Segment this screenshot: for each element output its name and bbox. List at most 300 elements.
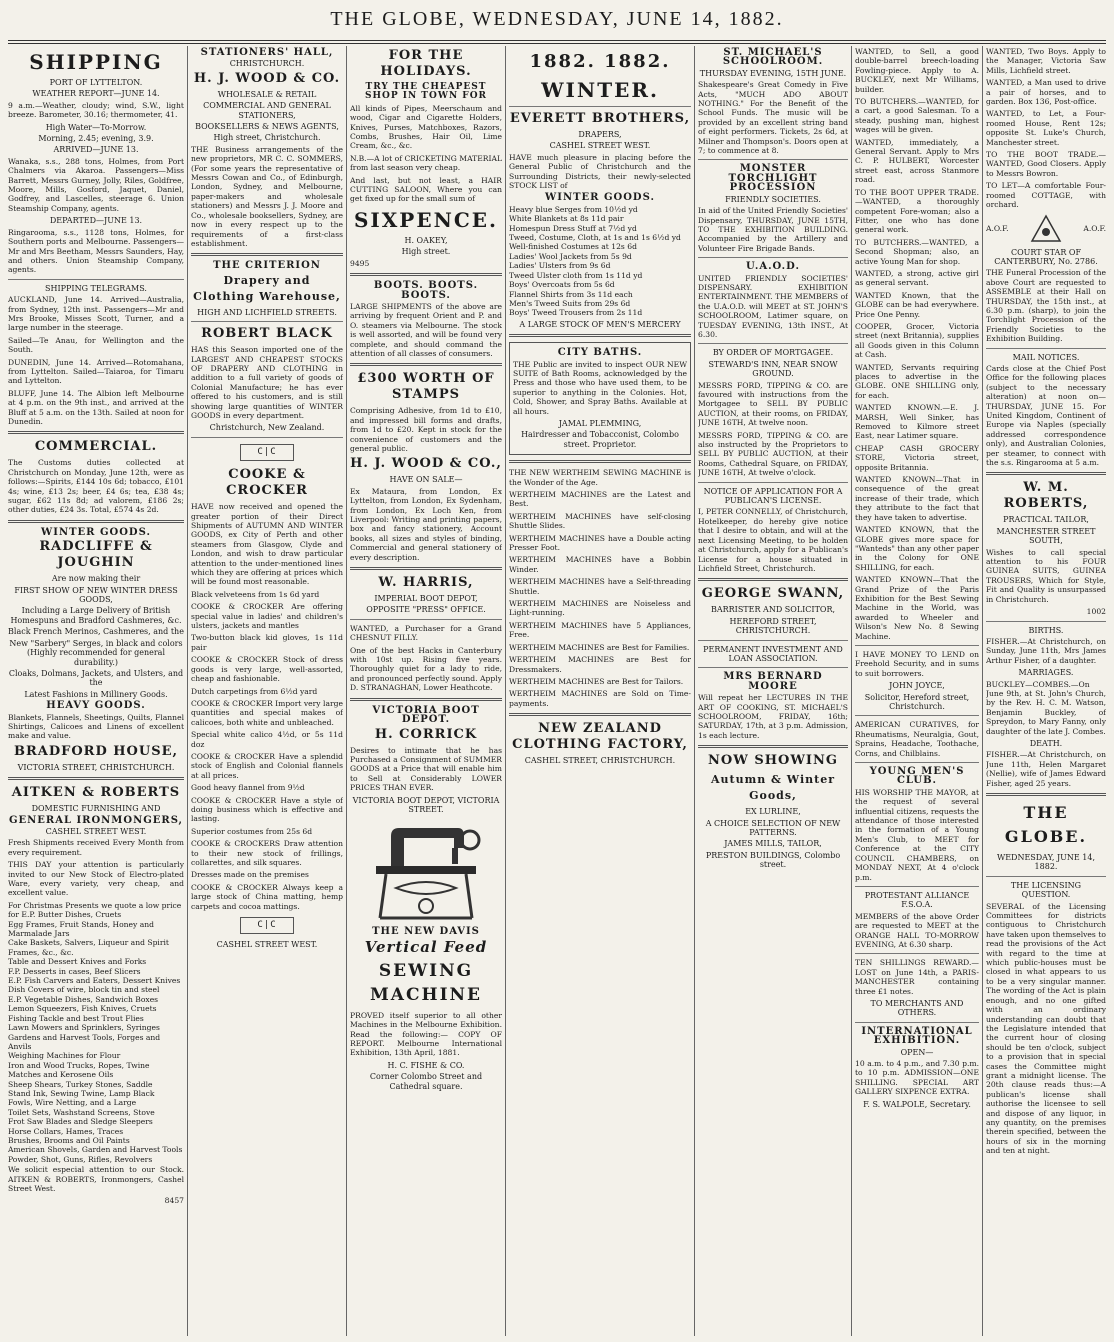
year-heading: 1882. 1882. <box>529 51 671 72</box>
money-address: Solicitor, Hereford street, Christchurch. <box>864 692 970 711</box>
divider <box>855 715 979 716</box>
try-heading: TRY THE CHEAPEST SHOP IN TOWN FOR <box>364 82 488 102</box>
radcliffe-line: Are now making their <box>51 574 141 584</box>
emblem-icon <box>1029 214 1063 244</box>
wertheim-line: WERTHEIM MACHINES have self-closing Shuttle Slides. <box>509 511 691 531</box>
aitken-item: American Shovels, Garden and Harvest Tools <box>8 1145 183 1155</box>
boots-heading: BOOTS. BOOTS. BOOTS. <box>373 280 479 301</box>
aitken-item: Toilet Sets, Washstand Screens, Stove <box>8 1107 155 1117</box>
wanted-ad: WANTED, to Let, a Four-roomed House, Rent 12s; opposite St. Luke's Church, Manchester street. <box>986 109 1106 147</box>
divider <box>698 640 848 641</box>
column-5 <box>698 46 848 1336</box>
wanted-ad: CHEAP CASH GROCERY STORE, Victoria street, opposite Britannia. <box>855 443 979 472</box>
sewing-machine-text: PROVED itself superior to all other Machines in the Melbourne Exhibition. Read the following:— COPY OF REPORT. Melbourne International Exhibition, 13th April, 1881. <box>350 1010 502 1058</box>
procession-text: In aid of the United Friendly Societies' Dispensary, THURSDAY, JUNE 15TH, TO THE EXHIBITION BUILDING. Accompanied by the Artillery and Volunteer Fire Brigade Bands. <box>698 206 848 253</box>
cooke-item: COOKE & CROCKER Import very large quantities and special makes of calicoes, both white and unbleached. <box>191 698 343 727</box>
radcliffe-line: Including a Large Delivery of British Homespuns and Bradford Cashmeres, &c. <box>10 606 182 625</box>
newspaper-page <box>8 46 1106 1336</box>
telegram-item: AUCKLAND, June 14. Arrived—Australia, from Sydney, 12th inst. Passengers—Mr and Mrs Brooke, Misses Scott, Turner, and a large number in the steerage. <box>8 295 184 333</box>
stamps-text: Comprising Adhesive, from 1d to £10, and impressed bill forms and drafts, from 1d to £20. Kept in stock for the convenience of customers and the general public. <box>350 406 502 453</box>
walpole-name: F. S. WALPOLE, Secretary. <box>863 1099 971 1109</box>
licensing-text: SEVERAL of the Licensing Committees for districts contiguous to Christchurch have taken upon themselves to read the provisions of the Act with regard to the time at which public-houses must be closed in what appears to us to be a very singular manner. The wording of the Act is plain enough, and no one gifted with an ordinary understanding can doubt that the Legislature intended that the current hour of closing should be ten o'clock, subject to a provision that in special cases the Committee might grant a midnight license. The 20th clause reads thus:—A publican's license shall authorise the licensee to sell and dispose of any liquor, in any quantity, on the premises therein specified, between the hours of six in the morning and ten at night. <box>986 901 1106 1156</box>
uaod-heading: U.A.O.D. <box>746 261 800 273</box>
telegram-item: DUNEDIN, June 14. Arrived—Rotomahana, from Lyttelton. Sailed—Taiaroa, for Timaru and Lyttelton. <box>8 357 184 386</box>
moore-heading: MRS BERNARD MOORE <box>723 671 823 692</box>
uaod-text: UNITED FRIENDLY SOCIETIES' DISPENSARY. EXHIBITION ENTERTAINMENT. THE MEMBERS of the U.A.O.D. will MEET at ST. JOHN'S SCHOOLROOM, Latimer square, on TUESDAY EVENING, 13th INST., At 6.30. <box>698 273 848 339</box>
jamal-text: Hairdresser and Tobacconist, Colombo street. Proprietor. <box>521 430 679 449</box>
stamps-heading: £300 WORTH OF STAMPS <box>357 371 495 403</box>
divider <box>698 257 848 258</box>
woodco-sub: BOOKSELLERS & NEWS AGENTS, <box>195 122 339 132</box>
ford-text: MESSRS FORD, TIPPING & CO. are favoured with instructions from the Mortgagee to SELL BY PUBLIC AUCTION, at their rooms, on FRIDAY, JUNE 16TH, At twelve noon. <box>698 380 848 428</box>
mills-address: PRESTON BUILDINGS, Colombo street. <box>705 850 841 870</box>
criterion-sub: Drapery and Clothing Warehouse, <box>193 273 341 303</box>
corrick-address: VICTORIA BOOT DEPOT, VICTORIA STREET. <box>352 795 500 814</box>
city-baths-box <box>509 342 691 455</box>
aitken-item: Brushes, Brooms and Oil Paints <box>8 1135 130 1145</box>
cooke-item: Black velveteens from 1s 6d yard <box>191 589 320 599</box>
divider <box>350 363 502 366</box>
arrived-heading: ARRIVED—JUNE 13. <box>53 145 139 155</box>
arrived-text: Wanaka, s.s., 288 tons, Holmes, from Port Chalmers via Akaroa. Passengers—Miss Barrett, Messrs Gurney, Jolly, Riles, Goldfree, Moore, Mills, Gosford, Jaquet, Daniel, Godfrey, and Lascelles, steerage 6. Union Steamship Company, agents. <box>8 156 184 213</box>
divider <box>698 343 848 344</box>
divider <box>350 698 502 701</box>
births-heading: BIRTHS. <box>1028 625 1064 635</box>
cricketing-text: N.B.—A lot of CRICKETING MATERIAL from last season very cheap. <box>350 153 502 173</box>
swann-sub: BARRISTER AND SOLICITOR, <box>710 605 836 615</box>
aitken-item: Sheep Shears, Turkey Stones, Saddle <box>8 1079 153 1089</box>
notice-heading: NOTICE OF APPLICATION FOR A PUBLICAN'S LICENSE. <box>703 486 843 506</box>
divider <box>191 437 343 438</box>
column-divider <box>187 46 188 1336</box>
weather-line: High Water—To-Morrow. <box>45 122 147 132</box>
divider <box>350 619 502 620</box>
heavy-goods-heading: HEAVY GOODS. <box>46 700 146 712</box>
oakey-name: H. OAKEY, <box>404 235 448 245</box>
wanted-ad: WANTED KNOWN—That in consequence of the great increase of their trade, which they attribute to the fact that they have taken to advertise. <box>855 475 979 522</box>
aitken-item: Fowls, Wire Netting, and a Large <box>8 1098 137 1108</box>
death-text: FISHER.—At Christchurch, on June 11th, Helen Margaret (Nellie), wife of James Edward Fisher, aged 25 years. <box>986 750 1106 788</box>
divider <box>855 953 979 954</box>
births-text: FISHER.—At Christchurch, on Sunday, June 11th, Mrs James Arthur Fisher, of a daughter. <box>986 636 1106 665</box>
masthead: THE GLOBE, WEDNESDAY, JUNE 14, 1882. <box>330 8 784 30</box>
commercial-heading: COMMERCIAL. <box>34 439 158 455</box>
woodco2-sub: HAVE ON SALE— <box>389 475 463 485</box>
winter-heading: WINTER. <box>541 78 659 102</box>
drapers-label: DRAPERS, <box>578 130 622 139</box>
cooke-item: COOKE & CROCKERS Draw attention to their new stock of frillings, collarettes, and silk squares. <box>191 839 343 867</box>
wertheim-line: WERTHEIM MACHINES are the Latest and Best. <box>509 490 691 509</box>
divider <box>698 667 848 668</box>
wanted-ad: WANTED, a strong, active girl as general servant. <box>855 268 979 288</box>
wanted-ad: WANTED, a Man used to drive a pair of horses, and to garden. Box 136, Post-office. <box>986 78 1106 107</box>
international-heading: INTERNATIONAL EXHIBITION. <box>861 1025 973 1047</box>
wanted-ad: WANTED, to Sell, a good double-barrel breech-loading Fowling-piece. Apply to A. BUCKLEY, next Mr Williams, builder. <box>855 47 979 94</box>
cooke-item: COOKE & CROCKER Are offering special value in ladies' and children's ulsters, jackets and mantles <box>191 602 343 631</box>
divider <box>855 762 979 763</box>
mortgage-heading: BY ORDER OF MORTGAGEE. <box>712 348 834 358</box>
boots-text: LARGE SHIPMENTS of the above are arriving by frequent Orient and P. and O. steamers via Melbourne. The stock is well assorted, and will be found very complete, and should command the attention of all classes of consumers. <box>350 301 502 358</box>
davis-sub: Vertical Feed <box>364 937 488 956</box>
merchants-heading: TO MERCHANTS AND OTHERS. <box>870 998 964 1018</box>
divider <box>509 334 691 337</box>
hair-text: And last, but not least, a HAIR CUTTING SALOON, Where you can get fixed up for the small sum of <box>350 175 502 204</box>
globe-date: WEDNESDAY, JUNE 14, 1882. <box>996 853 1096 872</box>
divider <box>8 279 184 280</box>
bradford-heading: BRADFORD HOUSE, <box>13 743 179 759</box>
swann-heading: GEORGE SWANN, <box>701 586 845 602</box>
wanted-ad: COOPER, Grocer, Victoria street (next Britannia), supplies all Goods given in this Column at Cash. <box>855 321 979 360</box>
radcliffe-line: FIRST SHOW OF NEW WINTER DRESS GOODS, <box>14 585 178 605</box>
wertheim-heading: THE NEW WERTHEIM SEWING MACHINE is the Wonder of the Age. <box>509 468 691 487</box>
wertheim-line: WERTHEIM MACHINES have 5 Appliances, Free. <box>509 620 691 640</box>
divider <box>191 253 343 256</box>
oakey-address: High street. <box>401 247 451 257</box>
weather-line: Morning, 2.45; evening, 3.9. <box>38 134 154 144</box>
mercery-label: A LARGE STOCK OF MEN'S MERCERY <box>519 319 681 329</box>
divider <box>986 876 1106 877</box>
wanted-known-ad-2: WANTED KNOWN—That the Grand Prize of the Paris Exhibition for the Best Sewing Machine in the World, was awarded to Wheeler and Wilson's New No. 8 Sewing Machine. <box>855 575 979 641</box>
shipping-heading: SHIPPING <box>29 50 163 74</box>
winter-goods-heading: WINTER GOODS. <box>545 192 655 204</box>
column-divider <box>982 46 983 1336</box>
divider <box>350 273 502 276</box>
victoria-heading: VICTORIA BOOT DEPOT. <box>372 704 480 726</box>
everett-item: Boys' Tweed Trousers from 2s 11d <box>509 308 643 318</box>
selection-text: A CHOICE SELECTION OF NEW PATTERNS. <box>705 818 841 837</box>
wanted-ad: WANTED, Servants requiring places to advertise in the GLOBE. ONE SHILLING only, for each. <box>855 362 979 400</box>
nz-clothing-heading: NEW ZEALAND CLOTHING FACTORY, <box>512 721 688 753</box>
roberts-ref: 1002 <box>1086 607 1106 617</box>
aitken-sub: DOMESTIC FURNISHING AND <box>31 804 161 814</box>
weather-heading: WEATHER REPORT—JUNE 14. <box>32 89 160 99</box>
radcliffe-line: New "Sarbery" Serges, in black and colors (Highly recommended for general durability.) <box>9 638 183 667</box>
marriages-text: BUCKLEY—COMBES.—On June 9th, at St. John's Church, by the Rev. H. C. M. Watson, Benjamin Buckley, of Spreydon, to Mary Fanny, only daughter of the late J. Combes. <box>986 679 1106 736</box>
wertheim-line: WERTHEIM MACHINES have a Self-threading Shuttle. <box>509 577 691 596</box>
divider <box>698 745 848 748</box>
cooke-item: Dresses made on the premises <box>191 870 309 880</box>
aitken-address: CASHEL STREET WEST. <box>45 826 147 836</box>
death-heading: DEATH. <box>1029 738 1063 748</box>
cooke-crocker-heading: COOKE & CROCKER <box>226 467 308 499</box>
woodco2-heading: H. J. WOOD & CO., <box>350 456 502 472</box>
davis-heading: THE NEW DAVIS <box>372 926 480 938</box>
cooke-item: Two-button black kid gloves, 1s 11d pair <box>191 633 343 652</box>
cooke-item: COOKE & CROCKER Stock of dress goods is very large, well-assorted, cheap and fashionable. <box>191 655 343 684</box>
cooke-item: Dutch carpetings from 6½d yard <box>191 686 318 696</box>
wertheim-line: WERTHEIM MACHINES have a Bobbin Winder. <box>509 555 691 574</box>
radcliffe-line: Black French Merinos, Cashmeres, and the <box>8 627 184 637</box>
cooke-item: Good heavy flannel from 9½d <box>191 783 305 793</box>
aitken-sub: GENERAL IRONMONGERS, <box>8 814 184 826</box>
international-text: 10 a.m. to 4 p.m., and 7.30 p.m. to 10 p.m. ADMISSION—ONE SHILLING. SPECIAL ART GALLERY SIXPENCE EXTRA. <box>855 1059 979 1097</box>
column-divider <box>851 46 852 1336</box>
american-ad: AMERICAN CURATIVES, for Rheumatisms, Neuralgia, Gout, Sprains, Headache, Toothache, Corns, and Chilblains. <box>855 720 979 758</box>
wertheim-line: WERTHEIM MACHINES are Best for Families. <box>509 642 690 652</box>
aof-label-right: A.O.F. <box>1083 223 1106 233</box>
sewing-machine-illustration <box>366 818 486 923</box>
court-text: THE Funeral Procession of the above Court are requested to ASSEMBLE at their Hall on THURSDAY, the 15th inst., at 6.30 p.m. (sharp), to join the Torchlight Procession of the Friendly Societies to the Exhibition Building. <box>986 268 1106 344</box>
cooke-item: COOKE & CROCKER Have a style of doing business which is effective and lasting. <box>191 795 343 824</box>
young-mens-club-text: HIS WORSHIP THE MAYOR, at the request of several influential citizens, requests the attendance of those interested in the formation of a Young Men's Club, to MEET for Conference at the CITY COUNCIL CHAMBERS, on MONDAY NEXT, At 4 o'clock p.m. <box>855 787 979 882</box>
try-text: All kinds of Pipes, Meerschaum and wood, Cigar and Cigarette Holders, Knives, Purses, Matchboxes, Razors, Combs, Brushes, Hair Oil, Lime Cream, &c., &c. <box>350 103 502 151</box>
wanted-ad: TO THE BOOT UPPER TRADE.—WANTED, a thoroughly competent Fore-woman; also a Fitter, one who has done general work. <box>855 187 979 235</box>
now-showing-text: EX LURLINE, <box>745 807 801 817</box>
woodco-sub: COMMERCIAL AND GENERAL STATIONERS, <box>203 101 331 120</box>
criterion-address: HIGH AND LICHFIELD STREETS. <box>197 307 337 317</box>
st-michaels-text: Shakespeare's Great Comedy in Five Acts, "MUCH ADO ABOUT NOTHING." For the Benefit of the School Funds. The music will be provided by an excellent string band of eight performers. Tickets, 2s 6d, at Milner and Thompson's. Doors open at 7; to commence at 8. <box>698 80 848 156</box>
st-michaels-date: THURSDAY EVENING, 15TH JUNE. <box>699 68 847 78</box>
woodco-heading: H. J. WOOD & CO. <box>193 70 341 86</box>
masthead-rule <box>8 40 1106 41</box>
cooke-crocker-logo: C|C <box>240 444 294 461</box>
column-1 <box>8 46 184 1336</box>
aitken-item: Dish Covers of wire, block tin and steel <box>8 985 160 995</box>
everett-item: Well-finished Costumes at 12s 6d <box>509 242 637 252</box>
wertheim-line: WERTHEIM MACHINES are Sold on Time-payments. <box>509 689 691 708</box>
radcliffe-line: Latest Fashions in Millinery Goods. <box>24 689 168 699</box>
everett-item: Homespun Dress Stuff at 7½d yd <box>509 223 637 233</box>
column-6 <box>855 46 979 1336</box>
aitken-item: Stand Ink, Sewing Twine, Lamp Black <box>8 1088 155 1098</box>
divider <box>986 472 1106 475</box>
criterion-heading: THE CRITERION <box>213 260 321 272</box>
wertheim-line: WERTHEIM MACHINES have a Double acting Presser Foot. <box>509 533 691 553</box>
wanted-ad: TO BUTCHERS.—WANTED, a Second Shopman; also, an active Young Man for shop. <box>855 237 979 266</box>
radcliffe-heading: RADCLIFFE & JOUGHIN <box>39 539 153 571</box>
divider <box>191 321 343 322</box>
wanted-ad: TO THE BOOT TRADE.—WANTED, Good Closers. Apply to Messrs Bowron. <box>986 150 1106 178</box>
aitken-item: Powder, Shot, Guns, Rifles, Revolvers <box>8 1154 153 1164</box>
globe-heading: THE GLOBE. <box>1004 803 1088 846</box>
everett-item: Tweed Ulster cloth from 1s 11d yd <box>509 270 643 280</box>
roberts-heading: W. M. ROBERTS, <box>1003 480 1089 512</box>
wanted-ad: TO BUTCHERS.—WANTED, for a cart, a good Salesman. To a steady, pushing man, highest wages will be given. <box>855 97 979 135</box>
aitken-item: Egg Frames, Fruit Stands, Honey and Marmalade Jars <box>8 919 155 939</box>
woodco-address: High street, Christchurch. <box>213 133 321 143</box>
divider <box>509 713 691 716</box>
bradford-address: VICTORIA STREET, CHRISTCHURCH. <box>17 762 175 772</box>
aitken-item: Matches and Kerosene Oils <box>8 1070 114 1080</box>
column-2 <box>191 46 343 1336</box>
mail-text: Cards close at the Chief Post Office for the following places (subject to the necessary alteration) at noon on— THURSDAY, JUNE 15. For United Kingdom, Continent of Europe via Naples (specially addressed correspondence only), and Australian Colonies, per steamer, to connect with the s.s. Ringarooma at 5 a.m. <box>986 363 1106 468</box>
everett-item: Flannel Shirts from 3s 11d each <box>509 289 633 299</box>
woodco-sub: WHOLESALE & RETAIL <box>217 89 317 99</box>
column-3 <box>350 46 502 1336</box>
reward-ad: TEN SHILLINGS REWARD.—LOST on June 14th, a PARIS-MANCHESTER containing three £1 notes. <box>855 958 979 996</box>
cooke-item: Special white calico 4½d, or 5s 11d doz <box>191 730 343 749</box>
now-showing-sub: Autumn & Winter Goods, <box>710 773 836 803</box>
telegrams-heading: SHIPPING TELEGRAMS. <box>45 283 147 293</box>
robert-black-address: Christchurch, New Zealand. <box>209 423 325 433</box>
telegram-item: BLUFF, June 14. The Albion left Melbourne at 4 p.m. on the 9th inst., and arrived at the Bluff at 5 a.m. on the 13th. Sailed at noon for Dunedin. <box>8 388 184 426</box>
sewing-machine-heading: SEWING MACHINE <box>369 960 483 1005</box>
column-divider <box>505 46 506 1336</box>
weather-line: 9 a.m.—Weather, cloudy; wind, S.W., light breeze. Barometer, 30.16; thermometer, 41. <box>8 100 184 120</box>
aitken-text: THIS DAY your attention is particularly invited to our New Stock of Electro-plated Ware, every variety, very cheap, and excellent value. <box>8 860 184 898</box>
wanted-known-ad: WANTED KNOWN, that the GLOBE gives more space for "Wanteds" than any other paper in the Colony for ONE SHILLING, for each. <box>855 525 979 572</box>
cashel-address: CASHEL STREET WEST. <box>549 141 651 151</box>
masthead-rule-2 <box>8 43 1106 44</box>
winter-goods-heading: WINTER GOODS. <box>41 526 151 538</box>
divider <box>855 1022 979 1023</box>
divider <box>8 777 184 780</box>
aitken-heading: AITKEN & ROBERTS <box>11 785 181 801</box>
aitken-item: E.P. Vegetable Dishes, Sandwich Boxes <box>8 994 159 1004</box>
oakey-ref: 9495 <box>350 258 370 268</box>
cooke-item: COOKE & CROCKER Always keep a large stock of China matting, hemp carpets and cocoa mattings. <box>191 882 343 911</box>
aitken-item: Horse Collars, Hames, Traces <box>8 1126 124 1136</box>
everett-item: Heavy blue Serges from 10½d yd <box>509 204 638 214</box>
procession-sub: FRIENDLY SOCIETIES. <box>725 194 821 204</box>
divider <box>509 106 691 107</box>
cooke-crocker-logo-2: C|C <box>240 917 294 934</box>
wanted-ad: WANTED, immediately, a General Servant. Apply to Mrs C. P. HULBERT, Worcester street east, across Stanmore road. <box>855 137 979 185</box>
marriages-heading: MARRIAGES. <box>1018 668 1074 678</box>
money-ad: I HAVE MONEY TO LEND on Freehold Security, and in sums to suit borrowers. <box>855 649 979 678</box>
aitken-ref: 8457 <box>164 1196 184 1206</box>
fisher-address: Corner Colombo Street and Cathedral square. <box>369 1072 483 1091</box>
roberts-sub: PRACTICAL TAILOR, <box>1003 515 1089 525</box>
swann-address: HEREFORD STREET, CHRISTCHURCH. <box>729 616 817 636</box>
roberts-address: MANCHESTER STREET SOUTH, <box>996 526 1096 546</box>
everett-text: HAVE much pleasure in placing before the General Public of Christchurch and the Surrounding Districts, their newly-selected STOCK LIST of <box>509 152 691 191</box>
divider <box>8 431 184 434</box>
column-divider <box>346 46 347 1336</box>
aof-label: A.O.F. <box>986 223 1009 233</box>
column-4 <box>509 46 691 1336</box>
telegram-item: Sailed—Te Anau, for Wellington and the South. <box>8 335 184 355</box>
aitken-item: Iron and Wood Trucks, Ropes, Twine <box>8 1060 150 1070</box>
money-name: JOHN JOYCE, <box>889 681 945 691</box>
loan-heading: PERMANENT INVESTMENT AND LOAN ASSOCIATION. <box>703 644 843 663</box>
departed-text: Ringarooma, s.s., 1128 tons, Holmes, for Southern ports and Melbourne. Passengers—Mr and Mrs Beetham, Messrs Saunders, Hay, and others. Union Steamship Company, agents. <box>8 227 184 275</box>
divider <box>986 621 1106 622</box>
young-mens-club-heading: YOUNG MEN'S CLUB. <box>869 766 965 787</box>
divider <box>8 520 184 523</box>
divider <box>350 567 502 570</box>
aitken-item: Table and Dessert Knives and Forks <box>8 957 147 967</box>
robert-black-heading: ROBERT BLACK <box>201 326 333 342</box>
divider <box>855 645 979 646</box>
holidays-heading: FOR THE HOLIDAYS. <box>380 48 472 79</box>
cashel-address: CASHEL STREET WEST. <box>216 940 318 950</box>
aitken-item: Gardens and Harvest Tools, Forges and Anvils <box>8 1032 161 1051</box>
everett-item: Men's Tweed Suits from 29s 6d <box>509 298 631 308</box>
stationers-heading: STATIONERS' HALL, <box>200 47 334 58</box>
corrick-heading: H. CORRICK <box>374 726 478 742</box>
wertheim-line: WERTHEIM MACHINES are Noiseless and Light-running. <box>509 599 691 618</box>
procession-heading: MONSTER TORCHLIGHT PROCESSION <box>728 163 818 194</box>
harris-heading: W. HARRIS, <box>378 575 474 591</box>
city-label: CHRISTCHURCH. <box>229 59 305 69</box>
woodco2-text: Ex Mataura, from London, Ex Lyttelton, from London, Ex Sydenham, from London, Ex Loch Ken, from Liverpool: Writing and printing papers, box and fancy stationery, Account books, all sizes and styles of binding, Commercial and general stationery of every description. <box>350 486 502 562</box>
wanted-filly-text: One of the best Hacks in Canterbury with 10st up. Rising five years. Thoroughly quiet for a lady to ride, and pronounced perfectly sound. Apply D. STRANAGHAN, Lower Heathcote. <box>350 645 502 693</box>
protestant-text: MEMBERS of the above Order are requested to MEET at the ORANGE HALL TO-MORROW EVENING, At 6.30 sharp. <box>855 911 979 949</box>
protestant-heading: PROTESTANT ALLIANCE F.S.O.A. <box>864 890 970 910</box>
nz-clothing-address: CASHEL STREET, CHRISTCHURCH. <box>524 756 676 766</box>
mills-name: JAMES MILLS, TAILOR, <box>724 839 822 849</box>
aof-emblem-row <box>986 214 1106 244</box>
robert-black-text: HAS this Season imported one of the LARGEST AND CHEAPEST STOCKS OF DRAPERY AND CLOTHING in addition to a full variety of goods of Colonial Manufacture; he has ever offered to his customers, and is still showing large quantities of WINTER GOODS in every department. <box>191 345 343 420</box>
wertheim-line: WERTHEIM MACHINES are Best for Tailors. <box>509 676 684 686</box>
column-divider <box>694 46 695 1336</box>
notice-text: I, PETER CONNELLY, of Christchurch, Hotelkeeper, do hereby give notice that I desire to obtain, and will at the next Licensing Meeting, to be holden at Christchurch, apply for a Publican's License for a house situated in Lichfield Street, Christchurch. <box>698 507 848 573</box>
fisher-name: H. C. FISHE & CO. <box>387 1060 465 1070</box>
everett-item: Tweed, Costume, Cloth, at 1s and 1s 6½d yd <box>509 233 681 243</box>
corrick-text: Desires to intimate that he has Purchased a Consignment of SUMMER GOODS at a Price that will enable him to Sell at Considerably LOWER PRICES THAN EVER. <box>350 745 502 793</box>
aitken-item: Frot Saw Blades and Sledge Sleepers <box>8 1117 153 1127</box>
harris-sub: IMPERIAL BOOT DEPOT, <box>374 594 478 604</box>
city-baths-heading: CITY BATHS. <box>557 347 643 359</box>
departed-heading: DEPARTED—JUNE 13. <box>49 216 143 226</box>
roberts-text: Wishes to call special attention to his FOUR GUINEA SUITS, GUINEA TROUSERS, Which for Style, Fit and Quality is unsurpassed in Christchurch. <box>986 547 1106 604</box>
woodco-text: THE Business arrangements of the new proprietors, MR C. C. SOMMERS, (For some years the representative of Messrs Cowan and Co., of Edinburgh, London, Sydney, and Melbourne, paper-makers and wholesale stationers) and Messrs J. J. Moore and Co., wholesale booksellers, Sydney, are now in every respect up to the requirements of a first-class establishment. <box>191 144 343 248</box>
mortgage-sub: STEWARD'S INN, NEAR SNOW GROUND. <box>708 359 838 379</box>
jamal-name: JAMAL PLEMMING, <box>558 418 642 428</box>
radcliffe-line: Cloaks, Dolmans, Jackets, and Ulsters, and the <box>8 668 184 688</box>
aitken-end: We solicit especial attention to our Stock. AITKEN & ROBERTS, Ironmongers, Cashel Street West. <box>8 1165 184 1193</box>
divider <box>855 886 979 887</box>
port-heading: PORT OF LYTTELTON. <box>49 78 143 87</box>
column-7 <box>986 46 1106 1336</box>
aitken-item: E.P. Fish Carvers and Eaters, Dessert Knives <box>8 976 181 986</box>
harris-address: OPPOSITE "PRESS" OFFICE. <box>366 605 486 615</box>
ford-text-2: MESSRS FORD, TIPPING & CO. are also instructed by the Proprietors to SELL BY PUBLIC AUCTION, at their Rooms, Cathedral Square, on FRIDAY, JUNE 16TH, At twelve o'clock. <box>698 430 848 478</box>
wanted-ad: WANTED, Two Boys. Apply to the Manager, Victoria Saw Mills, Lichfield street. <box>986 47 1106 75</box>
aitken-item: Cake Baskets, Salvers, Liqueur and Spirit Frames, &c., &c. <box>8 938 169 957</box>
aitken-item: Fishing Tackle and best Trout Flies <box>8 1013 144 1023</box>
heavy-goods-text: Blankets, Flannels, Sheetings, Quilts, Flannel Shirtings, Calicoes and Linens of excellent make and value. <box>8 712 184 741</box>
aitken-item: Lemon Squeezers, Fish Knives, Cruets <box>8 1004 157 1014</box>
cooke-item: Superior costumes from 25s 6d <box>191 826 313 836</box>
aitken-item: For Christmas Presents we quote a low price for E.P. Butter Dishes, Cruets <box>8 900 182 920</box>
wanted-ad: WANTED KNOWN.—E. J. MARSH, Well Sinker, has Removed to Kilmore street East, near Latimer square. <box>855 403 979 441</box>
everett-item: Ladies' Ulsters from 9s 6d <box>509 261 611 271</box>
commercial-text: The Customs duties collected at Christchurch on Monday, June 12th, were as follows:—Spirits, £144 10s 6d; tobacco, £101 4s; wine, £13 2s; beer, £4 6s; tea, £38 4s; sugar, £62 11s 8d; ad valorem, £186 2s; other duties, £24 3s. Total, £574 4s 2d. <box>8 458 184 515</box>
aitken-item: F.P. Desserts in cases, Beef Slicers <box>8 966 141 976</box>
wanted-ad: WANTED Known, that the GLOBE can be had everywhere. Price One Penny. <box>855 290 979 319</box>
st-michaels-heading: ST. MICHAEL'S SCHOOLROOM. <box>722 47 824 68</box>
wanted-filly: WANTED, a Purchaser for a Grand CHESNUT FILLY. <box>350 623 502 643</box>
aitken-note: Fresh Shipments received Every Month from every requirement. <box>8 838 184 857</box>
court-heading: COURT STAR OF CANTERBURY, No. 2786. <box>994 247 1098 266</box>
everett-item: Boys' Overcoats from 5s 6d <box>509 280 615 290</box>
wertheim-line: WERTHEIM MACHINES are Best for Dressmakers. <box>509 655 691 674</box>
everett-item: White Blankets at 8s 11d pair <box>509 214 624 224</box>
aitken-item: Weighing Machines for Flour <box>8 1051 121 1061</box>
city-baths-text: THE Public are invited to inspect OUR NEW SUITE of Bath Rooms, acknowledged by the Press and those who have used them, to be superior to anything in the Colonies. Hot, Cold, Shower, and Spray Baths. Available at all hours. <box>513 359 687 416</box>
now-showing-heading: NOW SHOWING <box>708 753 838 769</box>
cooke-item: COOKE & CROCKER Have a splendid stock of English and Colonial flannels at all prices. <box>191 751 343 780</box>
everett-item: Ladies' Wool Jackets from 5s 9d <box>509 251 632 261</box>
licensing-heading: THE LICENSING QUESTION. <box>1010 880 1082 900</box>
divider <box>698 578 848 581</box>
divider <box>698 482 848 483</box>
mail-heading: MAIL NOTICES. <box>1012 352 1080 362</box>
divider <box>986 348 1106 349</box>
wanted-ad: TO LET—A comfortable Four-roomed COTTAGE, with orchard. <box>986 181 1106 210</box>
international-sub: OPEN— <box>900 1047 934 1057</box>
divider <box>986 793 1106 796</box>
aitken-item: Lawn Mowers and Sprinklers, Syringes <box>8 1023 160 1033</box>
divider <box>698 159 848 160</box>
everett-heading: EVERETT BROTHERS, <box>509 111 691 126</box>
sixpence-heading: SIXPENCE. <box>353 207 498 232</box>
divider <box>509 460 691 463</box>
moore-text: Will repeat her LECTURES IN THE ART OF COOKING, ST. MICHAEL'S SCHOOLROOM, FRIDAY, 16th; SATURDAY, 17th, at 3 p.m. Admission, 1s each lecture. <box>698 693 848 740</box>
cooke-crocker-text: HAVE now received and opened the greater portion of their Direct Shipments of AUTUMN AND WINTER GOODS, ex City of Perth and other steamers from Glasgow, Clyde and London, and wish to draw particular attention to the under-mentioned lines which they are offering at prices which will be found most reasonable. <box>191 502 343 587</box>
